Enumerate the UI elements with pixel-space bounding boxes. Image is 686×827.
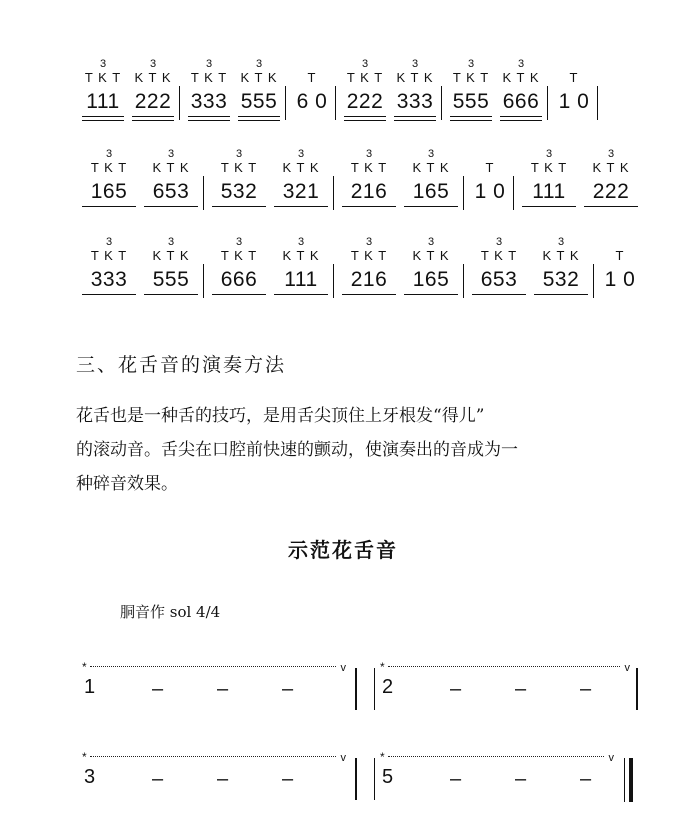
note-group <box>446 58 496 138</box>
underline-beam <box>584 206 638 207</box>
tonguing-syllables: K T K <box>282 248 320 263</box>
note-group <box>518 148 580 228</box>
note-digits: 111 <box>532 180 566 203</box>
note-digits: 653 <box>152 180 190 203</box>
staff-row-1 <box>78 58 648 138</box>
dash-mark: – <box>282 768 294 790</box>
tonguing-syllables: T K T <box>350 160 388 175</box>
dash-mark: – <box>450 678 462 700</box>
triplet-mark: 3 <box>297 236 305 248</box>
underline-beam <box>212 206 266 207</box>
dash-mark: – <box>217 768 229 790</box>
underline-beam <box>144 206 198 207</box>
triplet-mark: 3 <box>99 58 107 70</box>
trill-dotted-line <box>388 666 620 667</box>
triplet-mark: 3 <box>365 236 373 248</box>
barline <box>203 176 204 210</box>
underline-beam <box>522 206 576 207</box>
tonguing-syllables: T K T <box>480 248 518 263</box>
underline-beam <box>238 116 280 117</box>
note-group <box>400 236 462 316</box>
underline-beam <box>82 294 136 295</box>
triplet-mark: 3 <box>517 58 525 70</box>
note-digits: 165 <box>412 268 450 291</box>
barline <box>333 176 334 210</box>
underline-beam <box>394 116 436 117</box>
note-digits: 653 <box>480 268 518 291</box>
note-group <box>530 236 592 316</box>
note-digits: 6 0 <box>296 90 328 113</box>
tonguing-syllables: T K T <box>346 70 384 85</box>
note-digits: 555 <box>152 268 190 291</box>
underline-beam <box>344 120 386 121</box>
note-digits: 222 <box>592 180 630 203</box>
triplet-mark: 3 <box>411 58 419 70</box>
tonguing-syllables: K T K <box>412 248 450 263</box>
note-digits: 333 <box>396 90 434 113</box>
underline-beam <box>238 120 280 121</box>
trill-star-mark: * <box>380 660 385 674</box>
note-digits: 111 <box>284 268 318 291</box>
barline <box>355 668 357 710</box>
dash-mark: – <box>580 768 592 790</box>
underline-beam <box>82 206 136 207</box>
tonguing-syllables: T K T <box>530 160 568 175</box>
note-digits: 321 <box>282 180 320 203</box>
demo-title: 示范花舌音 <box>288 538 398 562</box>
triplet-mark: 3 <box>167 236 175 248</box>
underline-beam <box>274 206 328 207</box>
note-group <box>290 58 334 138</box>
measure-note: 3 <box>84 766 96 788</box>
demo-measure-4 <box>380 750 620 800</box>
trill-star-mark: * <box>82 660 87 674</box>
note-digits: 222 <box>134 90 172 113</box>
triplet-mark: 3 <box>495 236 503 248</box>
note-digits: 333 <box>190 90 228 113</box>
triplet-mark: 3 <box>235 148 243 160</box>
tonguing-syllables: T <box>485 160 495 175</box>
underline-beam <box>472 294 526 295</box>
dash-mark: – <box>152 768 164 790</box>
underline-beam <box>394 120 436 121</box>
note-group <box>400 148 462 228</box>
tonguing-syllables: T K T <box>350 248 388 263</box>
breath-mark: v <box>340 662 346 674</box>
dash-mark: – <box>515 678 527 700</box>
note-group <box>140 148 202 228</box>
underline-beam <box>344 116 386 117</box>
note-digits: 666 <box>220 268 258 291</box>
note-digits: 165 <box>412 180 450 203</box>
paragraph-line-1: 花舌也是一种舌的技巧，是用舌尖顶住上牙根发“得儿” <box>76 406 485 426</box>
tonguing-syllables: K T K <box>542 248 580 263</box>
tonguing-syllables: K T K <box>502 70 540 85</box>
barline <box>374 668 375 710</box>
note-group <box>468 236 530 316</box>
underline-beam <box>534 294 588 295</box>
note-group <box>390 58 440 138</box>
underline-beam <box>188 116 230 117</box>
dash-mark: – <box>282 678 294 700</box>
tonguing-syllables: K T K <box>282 160 320 175</box>
underline-beam <box>132 120 174 121</box>
barline <box>335 86 336 120</box>
underline-beam <box>500 116 542 117</box>
triplet-mark: 3 <box>365 148 373 160</box>
note-group <box>338 236 400 316</box>
breath-mark: v <box>624 662 630 674</box>
tonguing-syllables: K T K <box>134 70 172 85</box>
note-digits: 1 0 <box>558 90 590 113</box>
triplet-mark: 3 <box>607 148 615 160</box>
barline <box>463 264 464 298</box>
note-group <box>496 58 546 138</box>
staff-row-3 <box>78 236 648 316</box>
triplet-mark: 3 <box>467 58 475 70</box>
note-digits: 555 <box>452 90 490 113</box>
dash-mark: – <box>152 678 164 700</box>
tonguing-syllables: T <box>615 248 625 263</box>
note-group <box>208 236 270 316</box>
key-signature: 胴音作 sol 4/4 <box>120 603 221 621</box>
barline <box>593 264 594 298</box>
underline-beam <box>144 294 198 295</box>
underline-beam <box>82 120 124 121</box>
note-digits: 333 <box>90 268 128 291</box>
triplet-mark: 3 <box>105 236 113 248</box>
underline-beam <box>450 120 492 121</box>
tonguing-syllables: T K T <box>90 248 128 263</box>
barline <box>374 758 375 800</box>
note-digits: 666 <box>502 90 540 113</box>
note-group <box>78 148 140 228</box>
tonguing-syllables: T K T <box>220 160 258 175</box>
note-group <box>552 58 596 138</box>
trill-dotted-line <box>90 756 336 757</box>
underline-beam <box>82 116 124 117</box>
tonguing-syllables: T K T <box>220 248 258 263</box>
note-digits: 1 0 <box>604 268 636 291</box>
note-digits: 532 <box>542 268 580 291</box>
underline-beam <box>212 294 266 295</box>
note-digits: 111 <box>86 90 120 113</box>
tonguing-syllables: T K T <box>190 70 228 85</box>
triplet-mark: 3 <box>235 236 243 248</box>
triplet-mark: 3 <box>427 148 435 160</box>
tonguing-syllables: T K T <box>452 70 490 85</box>
triplet-mark: 3 <box>105 148 113 160</box>
barline <box>463 176 464 210</box>
note-digits: 555 <box>240 90 278 113</box>
underline-beam <box>404 294 458 295</box>
barline <box>203 264 204 298</box>
breath-mark: v <box>608 752 614 764</box>
tonguing-syllables: K T K <box>396 70 434 85</box>
note-group <box>270 148 332 228</box>
note-digits: 165 <box>90 180 128 203</box>
demo-measure-1 <box>82 660 352 710</box>
demo-measure-3 <box>82 750 352 800</box>
triplet-mark: 3 <box>427 236 435 248</box>
triplet-mark: 3 <box>167 148 175 160</box>
underline-beam <box>188 120 230 121</box>
note-group <box>234 58 284 138</box>
trill-star-mark: * <box>380 750 385 764</box>
tonguing-syllables: K T K <box>152 160 190 175</box>
tonguing-syllables: K T K <box>412 160 450 175</box>
triplet-mark: 3 <box>545 148 553 160</box>
note-group <box>128 58 178 138</box>
note-group <box>140 236 202 316</box>
note-digits: 222 <box>346 90 384 113</box>
note-group <box>78 58 128 138</box>
barline <box>285 86 286 120</box>
underline-beam <box>404 206 458 207</box>
dash-mark: – <box>580 678 592 700</box>
dash-mark: – <box>515 768 527 790</box>
underline-beam <box>274 294 328 295</box>
underline-beam <box>132 116 174 117</box>
note-group <box>340 58 390 138</box>
tonguing-syllables: T K T <box>90 160 128 175</box>
paragraph-line-2: 的滚动音。舌尖在口腔前快速的颤动，使演奏出的音成为一 <box>76 440 518 460</box>
barline <box>513 176 514 210</box>
barline <box>441 86 442 120</box>
triplet-mark: 3 <box>361 58 369 70</box>
measure-note: 2 <box>382 676 394 698</box>
note-group <box>184 58 234 138</box>
measure-note: 5 <box>382 766 394 788</box>
underline-beam <box>342 294 396 295</box>
underline-beam <box>500 120 542 121</box>
barline <box>547 86 548 120</box>
note-group <box>78 236 140 316</box>
note-digits: 1 0 <box>474 180 506 203</box>
breath-mark: v <box>340 752 346 764</box>
tonguing-syllables: T <box>307 70 317 85</box>
barline <box>597 86 598 120</box>
triplet-mark: 3 <box>297 148 305 160</box>
trill-dotted-line <box>388 756 604 757</box>
dash-mark: – <box>217 678 229 700</box>
note-group <box>580 148 642 228</box>
trill-star-mark: * <box>82 750 87 764</box>
underline-beam <box>450 116 492 117</box>
triplet-mark: 3 <box>149 58 157 70</box>
measure-note: 1 <box>84 676 96 698</box>
triplet-mark: 3 <box>557 236 565 248</box>
paragraph-line-3: 种碎音效果。 <box>76 474 178 494</box>
staff-row-2 <box>78 148 648 228</box>
trill-dotted-line <box>90 666 336 667</box>
underline-beam <box>342 206 396 207</box>
note-group <box>208 148 270 228</box>
tonguing-syllables: T <box>569 70 579 85</box>
final-barline-thin <box>624 758 625 802</box>
barline <box>636 668 638 710</box>
tonguing-syllables: K T K <box>240 70 278 85</box>
note-digits: 216 <box>350 180 388 203</box>
barline <box>333 264 334 298</box>
barline <box>355 758 357 800</box>
triplet-mark: 3 <box>205 58 213 70</box>
tonguing-syllables: K T K <box>152 248 190 263</box>
final-barline-thick <box>629 758 633 802</box>
triplet-mark: 3 <box>255 58 263 70</box>
note-digits: 216 <box>350 268 388 291</box>
note-group <box>338 148 400 228</box>
section-title: 三、花舌音的演奏方法 <box>76 354 287 376</box>
note-group <box>468 148 512 228</box>
note-digits: 532 <box>220 180 258 203</box>
demo-measure-2 <box>380 660 636 710</box>
note-group <box>598 236 642 316</box>
tonguing-syllables: T K T <box>84 70 122 85</box>
dash-mark: – <box>450 768 462 790</box>
barline <box>179 86 180 120</box>
tonguing-syllables: K T K <box>592 160 630 175</box>
note-group <box>270 236 332 316</box>
